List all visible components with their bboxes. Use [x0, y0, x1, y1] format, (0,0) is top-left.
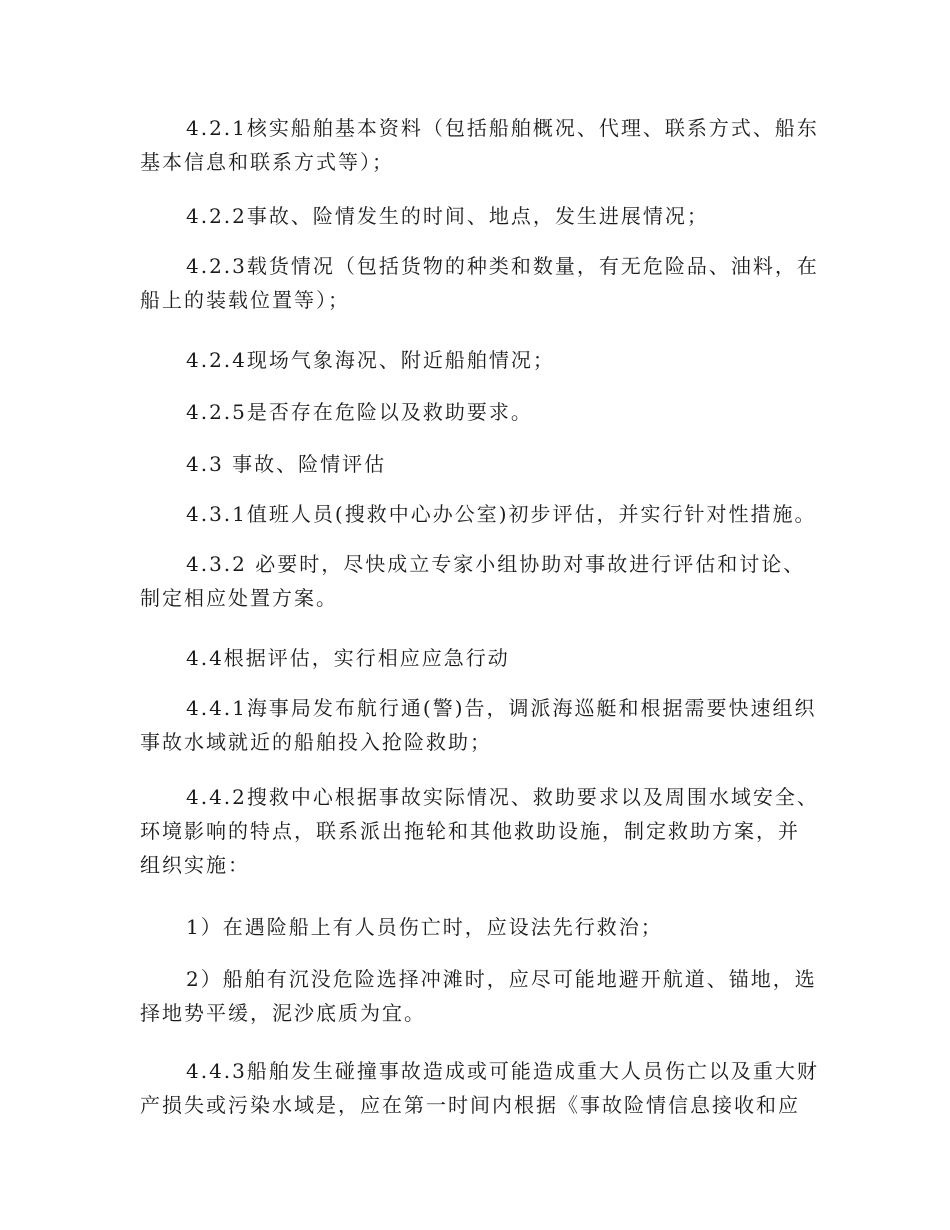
paragraph-4-2-1: 4.2.1核实船舶基本资料（包括船舶概况、代理、联系方式、船东基本信息和联系方式等）； [140, 116, 819, 174]
paragraph-4-2-4: 4.2.4现场气象海况、附近船舶情况； [186, 348, 555, 372]
list-item-1: 1）在遇险船上有人员伤亡时，应设法先行救治； [186, 915, 663, 939]
paragraph-4-2-3: 4.2.3载货情况（包括货物的种类和数量，有无危险品、油料，在船上的装载位置等）； [140, 254, 819, 312]
section-heading-4-3: 4.3 事故、险情评估 [186, 452, 387, 476]
paragraph-4-2-5: 4.2.5是否存在危险以及救助要求。 [186, 400, 533, 424]
section-heading-4-4: 4.4根据评估，实行相应应急行动 [186, 646, 510, 670]
list-item-2: 2）船舶有沉没危险选择冲滩时，应尽可能地避开航道、锚地，选择地势平缓，泥沙底质为宜。 [140, 967, 817, 1025]
paragraph-4-4-3: 4.4.3船舶发生碰撞事故造成或可能造成重大人员伤亡以及重大财产损失或污染水域是，应在第一时间内根据《事故险情信息接收和应 [140, 1059, 819, 1117]
paragraph-4-3-2: 4.3.2 必要时，尽快成立专家小组协助对事故进行评估和讨论、制定相应处置方案。 [140, 552, 806, 610]
paragraph-4-4-2: 4.4.2搜救中心根据事故实际情况、救助要求以及周围水域安全、环境影响的特点，联系派出拖轮和其他救助设施，制定救助方案，并组织实施： [140, 785, 819, 877]
paragraph-4-4-1: 4.4.1海事局发布航行通(警)告，调派海巡艇和根据需要快速组织事故水域就近的船舶投入抢险救助； [140, 696, 817, 754]
paragraph-4-3-1: 4.3.1值班人员(搜救中心办公室)初步评估，并实行针对性措施。 [186, 502, 817, 526]
paragraph-4-2-2: 4.2.2事故、险情发生的时间、地点，发生进展情况； [186, 204, 709, 228]
